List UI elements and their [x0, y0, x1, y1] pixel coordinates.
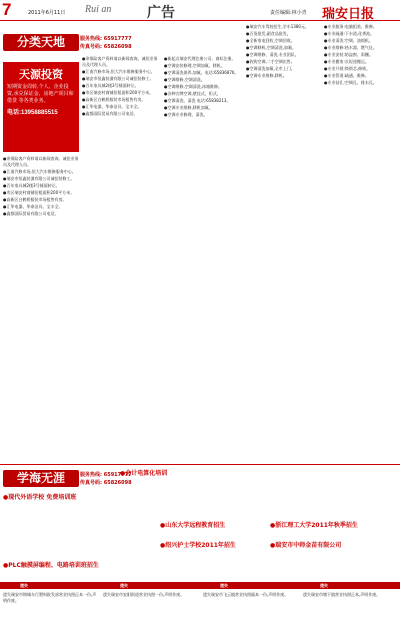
list-item: ●瑞安汽车驾校招生,学车1380元。	[246, 24, 309, 29]
school-ad-title: ●PLC触摸屏编程、电路培训班招生	[3, 562, 99, 569]
list-item: ●汇华电器、华泰洁具、宝丰全。	[82, 104, 142, 109]
list-item: ●空调清洗保养,加氟。电话:65836876。	[164, 70, 239, 75]
list-item: ●各种名牌空调,壁挂式、柜式。	[164, 91, 221, 96]
list-item: ●专业安装:防盗窗、雨棚。	[324, 52, 373, 57]
list-item: ●空调专业维修,移机加氟。	[164, 105, 213, 110]
list-item: ●空调移机,空调清洗,加氟。	[246, 45, 297, 50]
list-item: ●空调专业维修,移机。	[246, 73, 287, 78]
education-banner: 学海无涯	[3, 470, 79, 487]
notice-label: 遗失	[120, 583, 128, 588]
school-ad-title: ●绍兴护士学校2011年招生	[160, 542, 236, 549]
list-item: ●鑫都国际贸易有限公司电话。	[82, 111, 138, 116]
tianyuan-tel: 电话:13958885515	[7, 110, 58, 116]
list-item: ●余保险客户资料请以新闻查询。诚招业务员及代理人员。	[3, 156, 79, 167]
notice-band	[0, 582, 400, 589]
section-title: 广告	[147, 4, 175, 20]
area-label: Rui an	[85, 4, 112, 15]
left-column	[3, 156, 79, 462]
education-hotline-1: 服务热线: 65917777	[80, 472, 132, 478]
list-item: ●收购空调,二手空调出售。	[246, 59, 295, 64]
page-header	[0, 0, 400, 21]
list-item: ●空调安装修理,空调加氟、移机。	[164, 63, 225, 68]
list-item: ●鑫都国际贸易有限公司电话。	[3, 211, 59, 216]
school-ad-title: ●会计电算化培训	[120, 470, 168, 477]
list-item: ●专业清洗:空调、油烟机。	[324, 38, 373, 43]
middle-left-column	[82, 56, 160, 460]
right-middle-column	[246, 24, 320, 460]
list-item: ●高新区白鹤桥服装市场租售有房。	[82, 97, 146, 102]
footer-notice: 遗失瑞安市锦城车行塑料批发部营业执照正本一份,声明作废。	[3, 592, 97, 603]
tianyuan-ad	[3, 62, 79, 152]
list-item: ●专业搬家:长短途搬运。	[324, 59, 369, 64]
school-ad-title: ●浙江理工大学2011年秋季招生	[270, 522, 358, 529]
list-item: ●江南汽修市场,恒大汽车维修服务中心。	[82, 69, 155, 74]
list-item: ●空调维修,空调清洗,冰箱维修。	[164, 84, 223, 89]
section-divider	[0, 464, 400, 465]
list-item: ●全新家电回收,空调回收。	[246, 38, 295, 43]
footer-notice: 遗失瑞安市飞云镇营业执照副本一份,声明作废。	[203, 592, 289, 597]
education-hotline-2: 传真号码: 65826098	[80, 480, 132, 486]
list-item: ●新起点瑞安代理注册公司、商标注册。	[164, 56, 236, 61]
page-number: 7	[2, 0, 12, 19]
school-ad-title: ●现代外语学校 免费培训班	[3, 494, 77, 501]
notice-label: 遗失	[320, 583, 328, 588]
issue-date: 2011年6月11日	[28, 10, 66, 16]
list-item: ●市区瑞安村商铺招租面积200平方米。	[3, 190, 75, 195]
list-item: ●专业钻孔:空调孔、排水孔。	[324, 80, 377, 85]
list-item: ●专业管道:疏通、维修。	[324, 73, 369, 78]
footer-notice: 遗失瑞安市安阳街道营业执照一份,声明作废。	[103, 592, 185, 597]
list-item: ●空调清洗加氟,全市上门。	[246, 66, 295, 71]
list-item: ●专业服务:电脑组装、维修。	[324, 24, 377, 29]
list-item: ●百货批发,副食品批发。	[246, 31, 291, 36]
list-item: ●空调清洗、清洗 电话:65838213。	[164, 98, 231, 103]
list-item: ●百年家具城2楼3号铺面转让。	[3, 183, 60, 188]
school-ad-title: ●山东大学远程教育招生	[160, 522, 226, 529]
classified-hotline-1: 服务热线: 65917777	[80, 36, 132, 42]
classified-hotline-2: 传真号码: 65826098	[80, 44, 132, 50]
list-item: ●空调维修,空调清洗。	[164, 77, 205, 82]
list-item: ●高新区白鹤桥服装市场租售有房。	[3, 197, 67, 202]
school-ad-title: ●瑞安市中师金苗有限公司	[270, 542, 342, 549]
list-item: ●江南汽修市场,恒大汽车维修服务中心。	[3, 169, 76, 174]
list-item: ●空调专业修理、清洗。	[164, 112, 208, 117]
list-item: ●百年家具城2楼3号铺面转让。	[82, 83, 139, 88]
notice-label: 遗失	[20, 583, 28, 588]
tianyuan-body: 短期资金周转,个人、企业投资,承兑保证金、房地产项目和借贷 等各类业务。	[7, 84, 74, 104]
list-item: ●市区瑞安村商铺招租面积200平方米。	[82, 90, 154, 95]
list-item: ●专业疏通:下水道,化粪池。	[324, 31, 375, 36]
list-item: ●瑞安市恒鑫装潢有限公司诚招装修工。	[3, 176, 75, 181]
right-column	[324, 24, 398, 460]
classified-banner: 分类天地	[3, 34, 79, 51]
footer-notice: 遗失瑞安市塘下镇营业执照正本,声明作废。	[303, 592, 381, 597]
middle-column	[164, 56, 242, 460]
list-item: ●空调维修、清洗,专业团队。	[246, 52, 299, 57]
list-item: ●汇华电器、华泰洁具、宝丰全。	[3, 204, 63, 209]
paper-logo: 瑞安日报	[322, 6, 375, 21]
notice-label: 遗失	[220, 583, 228, 588]
list-item: ●余保险客户资料请以新闻查询。诚招业务员及代理人员。	[82, 56, 158, 67]
editor-label: 责任编辑:林小青	[270, 10, 307, 16]
list-item: ●专业维修:热水器、燃气灶。	[324, 45, 377, 50]
tianyuan-title: 天源投资	[19, 69, 63, 81]
list-item: ●瑞安市恒鑫装潢有限公司诚招装修工。	[82, 76, 154, 81]
list-item: ●专业开锁:换锁芯,修锁。	[324, 66, 371, 71]
